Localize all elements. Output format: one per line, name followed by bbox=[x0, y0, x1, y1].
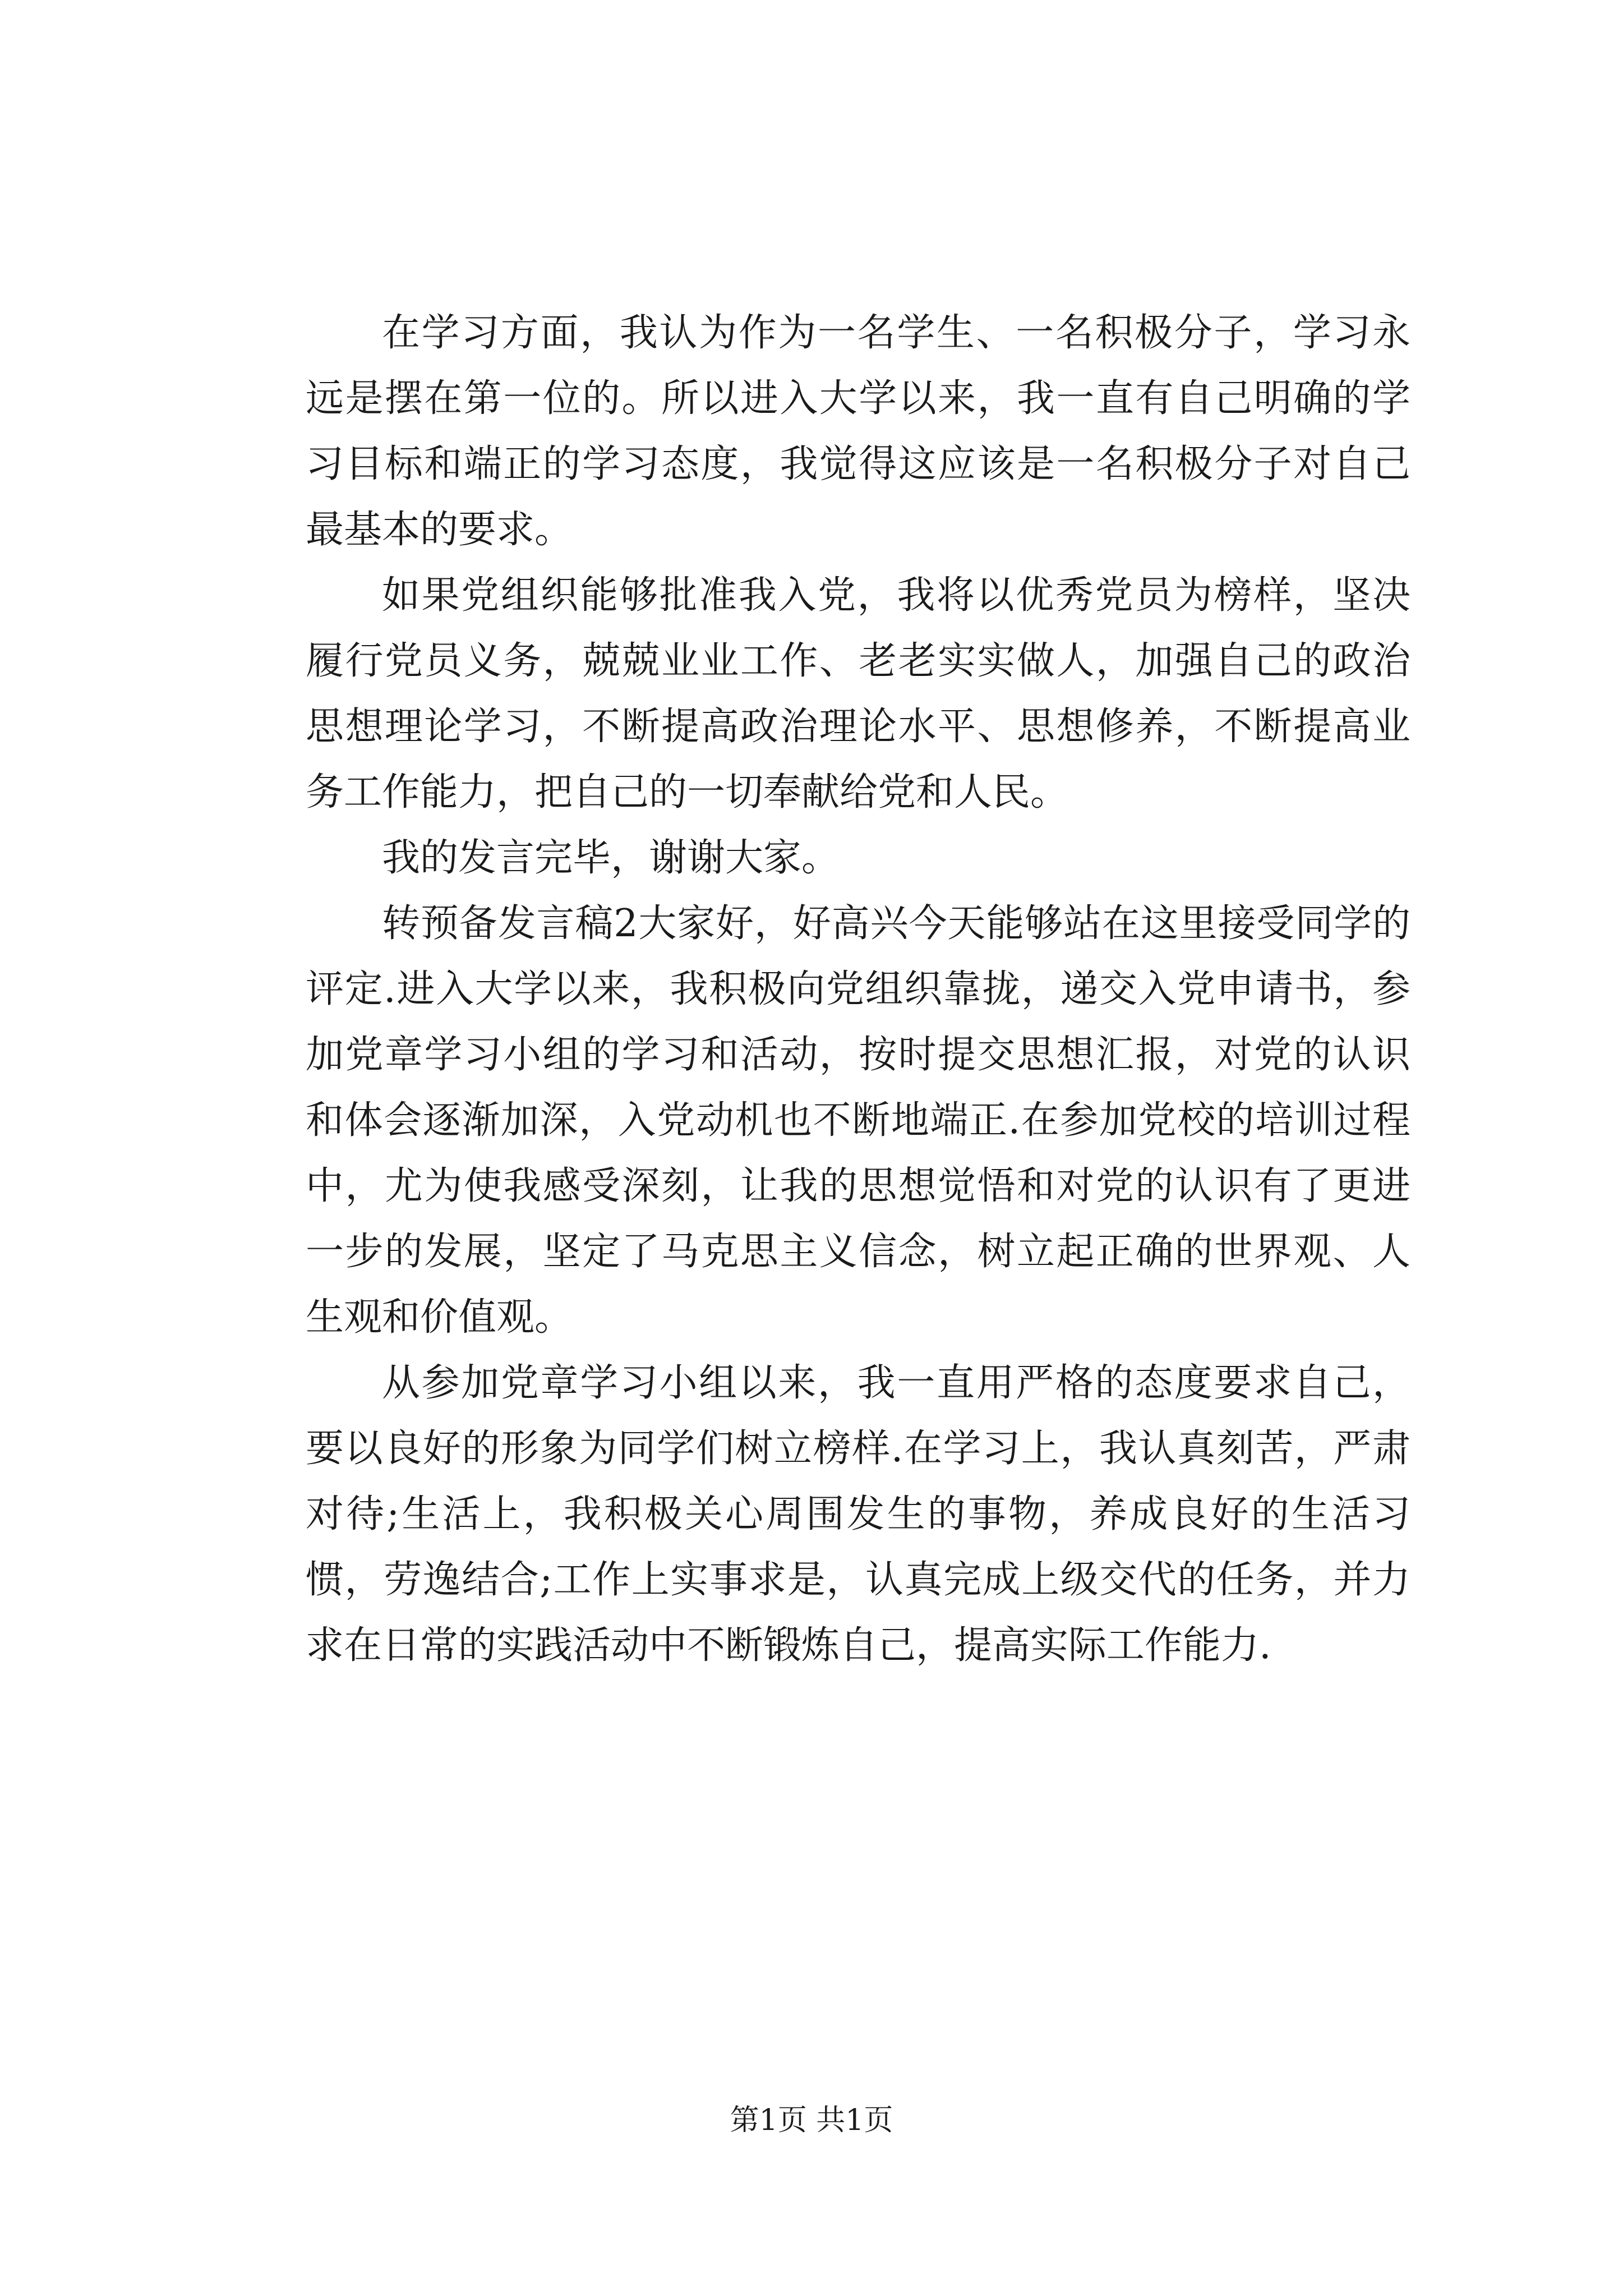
paragraph-study-group: 从参加党章学习小组以来，我一直用严格的态度要求自己，要以良好的形象为同学们树立榜样.在学习上，我认真刻苦，严肃对待;生活上，我积极关心周围发生的事物，养成良好的生活习惯，劳逸结合;工作上实事求是，认真完成上级交代的任务，并力求在日常的实践活动中不断锻炼自己，提高实际工作能力. bbox=[306, 1361, 1410, 1668]
paragraph-speech-2-intro: 转预备发言稿2大家好，好高兴今天能够站在这里接受同学的评定.进入大学以来，我积极向党组织靠拢，递交入党申请书，参加党章学习小组的学习和活动，按时提交思想汇报，对党的认识和体会逐渐加深，入党动机也不断地端正.在参加党校的培训过程中，尤为使我感受深刻，让我的思想觉悟和对党的认识有了更进一步的发展，坚定了马克思主义信念，树立起正确的世界观、人生观和价值观。 bbox=[306, 901, 1410, 1340]
page-number-footer: 第1页 共1页 bbox=[730, 2104, 893, 2137]
paragraph-party-pledge: 如果党组织能够批准我入党，我将以优秀党员为榜样，坚决履行党员义务，兢兢业业工作、老老实实做人，加强自己的政治思想理论学习，不断提高政治理论水平、思想修养，不断提高业务工作能力，把自己的一切奉献给党和人民。 bbox=[306, 573, 1410, 815]
paragraph-study: 在学习方面，我认为作为一名学生、一名积极分子，学习永远是摆在第一位的。所以进入大学以来，我一直有自己明确的学习目标和端正的学习态度，我觉得这应该是一名积极分子对自己最基本的要求。 bbox=[306, 311, 1410, 552]
paragraph-closing: 我的发言完毕，谢谢大家。 bbox=[382, 836, 840, 880]
document-body bbox=[306, 300, 1410, 1678]
